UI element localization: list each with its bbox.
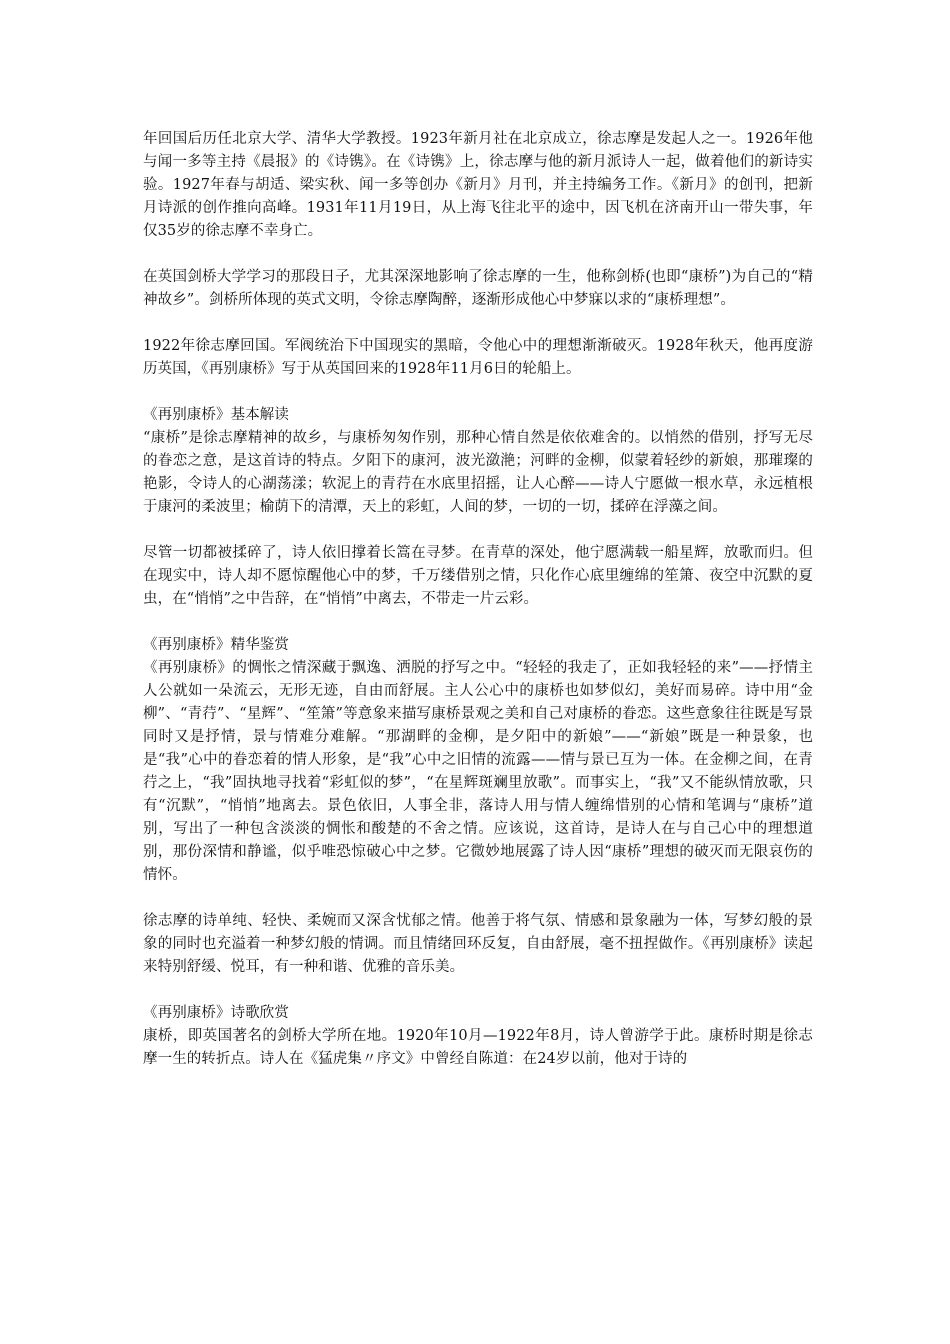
document-body <box>143 128 813 1094</box>
section-heading: 《再别康桥》精华鉴赏 <box>143 637 289 653</box>
section-paragraph: 尽管一切都被揉碎了，诗人依旧撑着长篙在寻梦。在青草的深处，他宁愿满载一船星辉，放歌而归。但在现实中，诗人却不愿惊醒他心中的梦，千万缕借别之情，只化作心底里缠绵的笙箫、夜空中沉默的夏虫，在“悄悄”之中告辞，在“悄悄”中离去，不带走一片云彩。 <box>143 545 813 607</box>
section-paragraph: 康桥，即英国著名的剑桥大学所在地。1920年10月—1922年8月，诗人曾游学于此。康桥时期是徐志摩一生的转折点。诗人在《猛虎集〃序文》中曾经自陈道：在24岁以前，他对于诗的 <box>143 1028 813 1067</box>
section-poem-appreciation <box>143 1002 813 1071</box>
intro-paragraph-2: 在英国剑桥大学学习的那段日子，尤其深深地影响了徐志摩的一生，他称剑桥(也即“康桥”)为自己的“精神故乡”。剑桥所体现的英式文明，令徐志摩陶醉，逐渐形成他心中梦寐以求的“康桥理想”。 <box>143 269 813 308</box>
section-heading: 《再别康桥》基本解读 <box>143 407 289 423</box>
section-paragraph: “康桥”是徐志摩精神的故乡，与康桥匆匆作别，那种心情自然是依依难舍的。以悄然的借别，抒写无尽的眷恋之意，是这首诗的特点。夕阳下的康河，波光潋滟；河畔的金柳，似蒙着轻纱的新娘，那璀璨的艳影，令诗人的心湖荡漾；软泥上的青荇在水底里招摇，让人心醉——诗人宁愿做一根水草，永远植根于康河的柔波里；榆荫下的清潭，天上的彩虹，人间的梦，一切的一切，揉碎在浮藻之间。 <box>143 430 813 515</box>
section-basic-interpretation <box>143 404 813 611</box>
intro-paragraph-3: 1922年徐志摩回国。军阀统治下中国现实的黑暗，令他心中的理想渐渐破灭。1928年秋天，他再度游历英国，《再别康桥》写于从英国回来的1928年11月6日的轮船上。 <box>143 338 813 377</box>
section-appreciation <box>143 634 813 979</box>
section-paragraph: 徐志摩的诗单纯、轻快、柔婉而又深含忧郁之情。他善于将气氛、情感和景象融为一体，写梦幻般的景象的同时也充溢着一种梦幻般的情调。而且情绪回环反复，自由舒展，毫不扭捏做作。《再别康桥》读起来特别舒缓、悦耳，有一种和谐、优雅的音乐美。 <box>143 913 813 975</box>
section-heading: 《再别康桥》诗歌欣赏 <box>143 1005 289 1021</box>
section-paragraph: 《再别康桥》的惆怅之情深藏于飘逸、洒脱的抒写之中。“轻轻的我走了，正如我轻轻的来”——抒情主人公就如一朵流云，无形无迹，自由而舒展。主人公心中的康桥也如梦似幻，美好而易碎。诗中用“金柳”、“青荇”、“星辉”、“笙箫”等意象来描写康桥景观之美和自己对康桥的眷恋。这些意象往往既是写景同时又是抒情，景与情难分难解。“那湖畔的金柳，是夕阳中的新娘”——“新娘”既是一种景象，也是“我”心中的眷恋着的情人形象，是“我”心中之旧情的流露——情与景已互为一体。在金柳之间，在青荇之上，“我”固执地寻找着“彩虹似的梦”，“在星辉斑斓里放歌”。而事实上，“我”又不能纵情放歌，只有“沉默”，“悄悄”地离去。景色依旧，人事全非，落诗人用与情人缠绵惜别的心情和笔调与“康桥”道别，写出了一种包含淡淡的惆怅和酸楚的不舍之情。应该说，这首诗，是诗人在与自己心中的理想道别，那份深情和静谧，似乎唯恐惊破心中之梦。它微妙地展露了诗人因“康桥”理想的破灭而无限哀伤的情怀。 <box>143 660 813 883</box>
intro-paragraph-1: 年回国后历任北京大学、清华大学教授。1923年新月社在北京成立，徐志摩是发起人之一。1926年他与闻一多等主持《晨报》的《诗镌》。在《诗镌》上，徐志摩与他的新月派诗人一起，做着他们的新诗实验。1927年春与胡适、梁实秋、闻一多等创办《新月》月刊，并主持编务工作。《新月》的创刊，把新月诗派的创作推向高峰。1931年11月19日，从上海飞往北平的途中，因飞机在济南开山一带失事，年仅35岁的徐志摩不幸身亡。 <box>143 131 813 239</box>
